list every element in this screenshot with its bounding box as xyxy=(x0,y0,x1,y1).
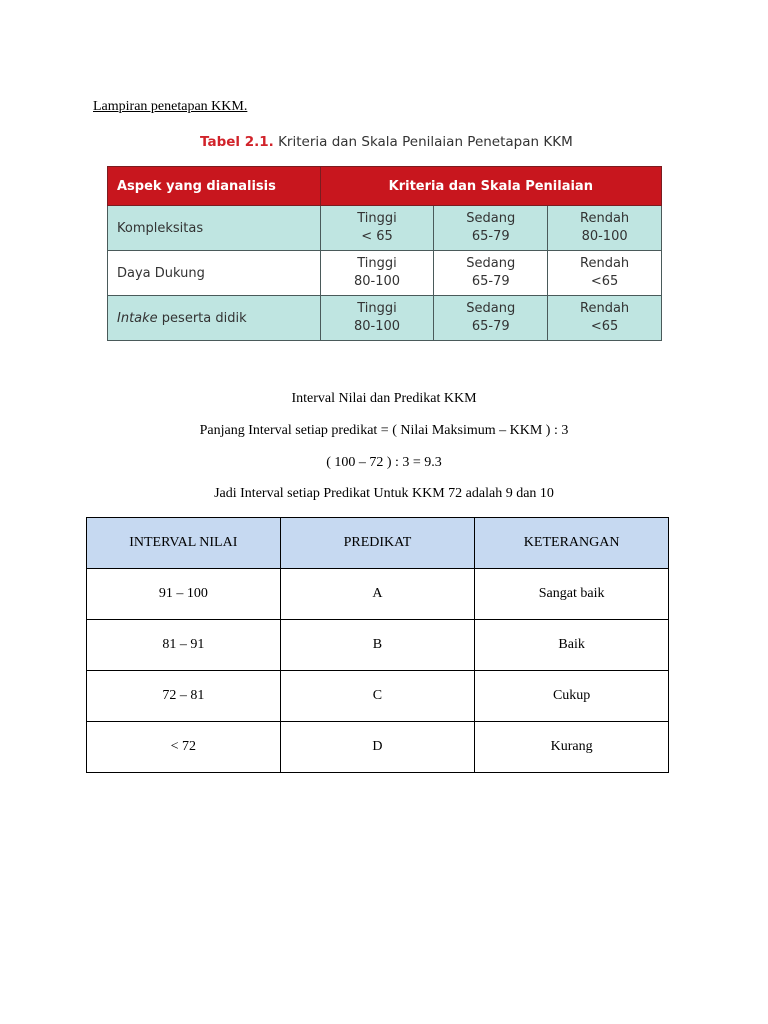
criteria-range: 65-79 xyxy=(471,274,510,289)
criteria-cell xyxy=(548,206,662,251)
keterangan-cell: Baik xyxy=(475,620,669,671)
aspek-cell xyxy=(108,251,321,296)
criteria-row xyxy=(108,206,662,251)
table1-caption-text: Kriteria dan Skala Penilaian Penetapan KKM xyxy=(278,134,573,150)
criteria-level: Rendah xyxy=(580,256,630,271)
interval-title: Interval Nilai dan Predikat KKM xyxy=(291,391,477,406)
criteria-cell xyxy=(320,206,434,251)
criteria-table-header xyxy=(108,167,662,206)
predicate-table xyxy=(86,517,669,773)
aspek-cell xyxy=(108,296,321,341)
criteria-level: Rendah xyxy=(580,301,630,316)
keterangan-cell: Cukup xyxy=(475,671,669,722)
predicate-table-header xyxy=(87,518,669,569)
criteria-level: Tinggi xyxy=(357,211,397,226)
predikat-cell: A xyxy=(280,569,475,620)
criteria-cell xyxy=(548,296,662,341)
table1-caption-label: Tabel 2.1. xyxy=(200,134,274,150)
criteria-level: Rendah xyxy=(580,211,630,226)
criteria-cell xyxy=(320,296,434,341)
interval-cell: 91 – 100 xyxy=(87,569,281,620)
table-row xyxy=(87,671,669,722)
predikat-cell: C xyxy=(280,671,475,722)
header-predikat: PREDIKAT xyxy=(280,518,475,569)
aspek-label: peserta didik xyxy=(157,310,247,326)
header-aspek: Aspek yang dianalisis xyxy=(108,167,321,206)
criteria-cell xyxy=(320,251,434,296)
criteria-row xyxy=(108,251,662,296)
interval-formula: Panjang Interval setiap predikat = ( Nilai Maksimum – KKM ) : 3 xyxy=(199,423,569,438)
aspek-label: Daya Dukung xyxy=(117,265,205,281)
criteria-cell xyxy=(434,206,548,251)
interval-cell: 72 – 81 xyxy=(87,671,281,722)
predikat-cell: B xyxy=(280,620,475,671)
criteria-range: 80-100 xyxy=(353,319,401,334)
criteria-level: Sedang xyxy=(466,256,516,271)
criteria-range: <65 xyxy=(590,319,619,334)
criteria-range: 80-100 xyxy=(353,274,401,289)
table1-caption xyxy=(200,134,573,150)
criteria-level: Tinggi xyxy=(357,256,397,271)
criteria-cell xyxy=(434,251,548,296)
criteria-table xyxy=(107,166,662,341)
interval-cell: 81 – 91 xyxy=(87,620,281,671)
criteria-range: <65 xyxy=(590,274,619,289)
table-row xyxy=(87,620,669,671)
predikat-cell: D xyxy=(280,722,475,773)
aspek-label-italic: Intake xyxy=(117,310,158,326)
table-row xyxy=(87,722,669,773)
header-kriteria: Kriteria dan Skala Penilaian xyxy=(320,167,661,206)
interval-cell: < 72 xyxy=(87,722,281,773)
keterangan-cell: Sangat baik xyxy=(475,569,669,620)
header-keterangan: KETERANGAN xyxy=(475,518,669,569)
criteria-cell xyxy=(434,296,548,341)
header-interval: INTERVAL NILAI xyxy=(87,518,281,569)
table-row xyxy=(87,569,669,620)
aspek-cell xyxy=(108,206,321,251)
keterangan-cell: Kurang xyxy=(475,722,669,773)
criteria-range: < 65 xyxy=(361,229,393,244)
interval-conclusion: Jadi Interval setiap Predikat Untuk KKM 72 adalah 9 dan 10 xyxy=(214,486,554,501)
criteria-range: 80-100 xyxy=(581,229,628,244)
criteria-level: Sedang xyxy=(466,211,516,226)
criteria-level: Tinggi xyxy=(357,301,397,316)
page-heading: Lampiran penetapan KKM. xyxy=(93,99,248,114)
criteria-cell xyxy=(548,251,662,296)
aspek-label: Kompleksitas xyxy=(117,220,204,236)
interval-calculation: ( 100 – 72 ) : 3 = 9.3 xyxy=(326,455,442,470)
criteria-range: 65-79 xyxy=(471,319,510,334)
criteria-range: 65-79 xyxy=(471,229,510,244)
criteria-level: Sedang xyxy=(466,301,516,316)
criteria-row xyxy=(108,296,662,341)
